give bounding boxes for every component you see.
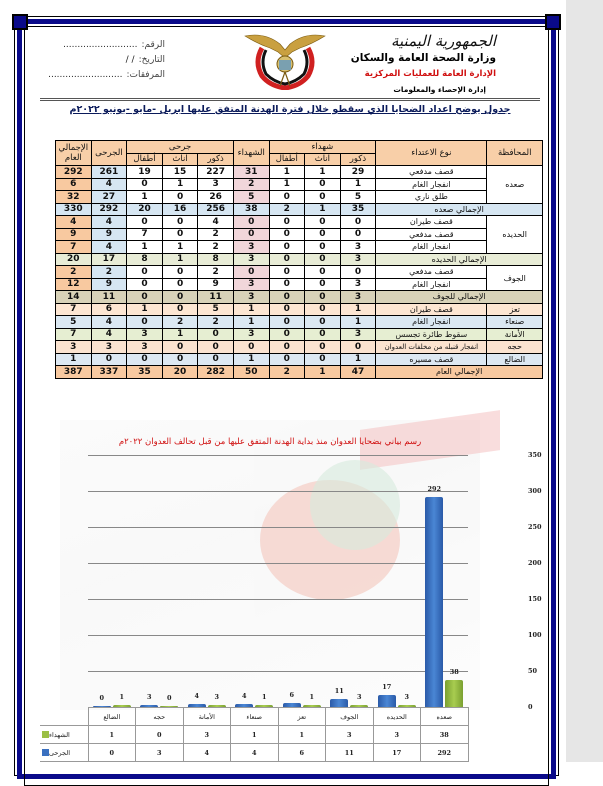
document-title: جدول يوضح اعداد الضحايا الذي سقطو خلال فترة الهدنة المتفق عليها ابريل -مايو -يونيو ٢٠٢٢م [69,104,511,115]
bar-value-label: 1 [119,693,125,701]
bar-value-label: 1 [309,693,315,701]
ref-value: .......................... [63,40,138,50]
cell-m-female: 0 [305,328,341,341]
y-axis-tick: 100 [528,631,542,639]
cell-m-total: 0 [233,266,269,279]
cell-m-child: 0 [269,328,305,341]
cell-i-child: 1 [127,191,163,204]
bar-value-label: 0 [166,694,172,702]
cell-m-male: 3 [340,328,376,341]
cell-i-female: 1 [162,253,198,266]
cell-i-female: 1 [162,178,198,191]
series-value: 3 [326,726,374,744]
table-row [56,241,543,254]
cell-m-total: 1 [233,303,269,316]
cell-i-total: 6 [91,303,127,316]
cell-i-total: 4 [91,328,127,341]
cell-m-total: 1 [233,353,269,366]
department-name: الإدارة العامة للعمليات المركزية [364,69,496,79]
chart-gridline [88,491,468,492]
cell-i-total: 11 [91,291,127,304]
table-row [56,166,543,179]
cell-governorate: الحديده [487,216,543,254]
cell-i-male: 9 [198,278,234,291]
cell-attack-type: قصف مدفعي [376,166,487,179]
cell-m-total: 3 [233,253,269,266]
subtotal-label: الإجمالي للجوف [376,291,543,304]
cell-m-total: 3 [233,328,269,341]
cell-i-male: 282 [198,366,234,379]
bar-value-label: 17 [382,682,392,691]
cell-i-total: 3 [91,341,127,354]
cell-i-male: 3 [198,178,234,191]
cell-m-male: 0 [340,228,376,241]
cell-total: 1 [56,353,92,366]
cell-i-female: 15 [162,166,198,179]
cell-i-male: 256 [198,203,234,216]
bar-value-label: 38 [449,667,459,676]
cell-i-total: 337 [91,366,127,379]
cell-i-child: 8 [127,253,163,266]
cell-i-male: 11 [198,291,234,304]
cell-m-male: 3 [340,278,376,291]
table-row [56,278,543,291]
date-value: / / [125,55,135,65]
cell-i-child: 19 [127,166,163,179]
cell-m-child: 0 [269,266,305,279]
chart-bar [425,497,443,707]
cell-i-male: 0 [198,353,234,366]
subtotal-row [56,203,543,216]
cell-attack-type: قصف مدفعي [376,266,487,279]
bar-value-label: 11 [334,687,344,696]
category-label: حجه [136,708,184,726]
cell-i-male: 2 [198,228,234,241]
header-divider [40,98,540,101]
category-label: الجوف [326,708,374,726]
col-attack-type: نوع الاعتداء [376,141,487,166]
cell-governorate: تعز [487,303,543,316]
bar-value-label: 3 [404,692,410,701]
subtotal-label: الإجمالي الحديده [376,253,543,266]
col-martyrs-total: الشهداء [233,141,269,166]
cell-m-female: 0 [305,191,341,204]
cell-i-total: 9 [91,228,127,241]
bar-value-label: 6 [289,690,295,699]
chart-gridline [88,563,468,564]
border-corner-ornament [545,14,561,30]
cell-attack-type: قصف مدفعي [376,228,487,241]
cell-m-total: 2 [233,178,269,191]
cell-i-female: 2 [162,316,198,329]
y-axis-tick: 300 [528,487,542,495]
cell-total: 2 [56,266,92,279]
cell-governorate: الجوف [487,266,543,291]
cell-i-female: 0 [162,303,198,316]
cell-i-male: 2 [198,266,234,279]
cell-total: 7 [56,241,92,254]
chart-gridline [88,635,468,636]
cell-i-total: 17 [91,253,127,266]
category-label: الأمانة [183,708,231,726]
cell-m-child: 0 [269,191,305,204]
cell-i-female: 1 [162,241,198,254]
cell-i-child: 3 [127,328,163,341]
y-axis-tick: 0 [528,703,533,711]
legend-swatch-icon [42,749,49,756]
series-value: 17 [373,744,421,762]
cell-i-male: 2 [198,241,234,254]
col-martyrs-male: ذكور [340,153,376,166]
casualty-table [55,140,543,379]
legend-label: الجرحى [49,748,71,757]
table-row [56,216,543,229]
cell-total: 3 [56,341,92,354]
bar-value-label: 3 [356,692,362,701]
cell-m-female: 0 [305,241,341,254]
cell-m-male: 1 [340,316,376,329]
series-value: 292 [421,744,469,762]
cell-total: 4 [56,216,92,229]
cell-m-female: 0 [305,291,341,304]
cell-i-total: 27 [91,191,127,204]
cell-i-female: 0 [162,341,198,354]
chart-title: رسم بياني بضحايا العدوان منذ بداية الهدنة المتفق عليها من قبل تحالف العدوان ٢٠٢٢م [118,437,422,447]
cell-m-total: 31 [233,166,269,179]
attachments-value: .......................... [48,70,123,80]
cell-attack-type: انفجار قنبله من مخلفات العدوان [376,341,487,354]
col-governorate: المحافظة [487,141,543,166]
table-row [56,316,543,329]
cell-m-male: 35 [340,203,376,216]
cell-governorate: حجه [487,341,543,354]
category-label: الحديده [373,708,421,726]
chart-bar [378,695,396,707]
cell-m-child: 1 [269,178,305,191]
cell-total: 387 [56,366,92,379]
bar-value-label: 3 [214,692,220,701]
y-axis-tick: 250 [528,523,542,531]
table-row [56,353,543,366]
category-label: تعز [278,708,326,726]
chart-gridline [88,599,468,600]
grand-total-label: الإجمالي العام [376,366,543,379]
grand-total-row [56,366,543,379]
cell-i-female: 0 [162,353,198,366]
viewer-scroll-gutter[interactable] [566,0,603,762]
series-value: 1 [231,726,279,744]
cell-m-child: 1 [269,166,305,179]
cell-m-male: 1 [340,178,376,191]
bar-value-label: 1 [261,693,267,701]
cell-i-child: 0 [127,291,163,304]
cell-m-male: 1 [340,353,376,366]
cell-m-male: 3 [340,291,376,304]
cell-governorate: الضالع [487,353,543,366]
cell-i-child: 0 [127,216,163,229]
cell-m-male: 3 [340,253,376,266]
cell-attack-type: طلق ناري [376,191,487,204]
category-label: صعده [421,708,469,726]
cell-i-male: 26 [198,191,234,204]
col-injured-total: الجرحى [91,141,127,166]
cell-m-total: 0 [233,341,269,354]
table-corner [40,708,88,726]
cell-m-child: 0 [269,291,305,304]
republic-name: الجمهورية اليمنية [390,32,496,50]
cell-i-male: 8 [198,253,234,266]
table-row [56,341,543,354]
yemen-emblem-icon [240,30,330,90]
attachments-label: المرفقات: [126,70,165,80]
cell-m-total: 0 [233,216,269,229]
table-row [56,328,543,341]
cell-i-child: 0 [127,266,163,279]
col-group-martyrs: شهداء [269,141,376,154]
cell-m-total: 5 [233,191,269,204]
col-injured-female: اناث [162,153,198,166]
cell-m-female: 1 [305,166,341,179]
cell-m-total: 3 [233,278,269,291]
cell-attack-type: سقوط طائرة تجسس [376,328,487,341]
col-grand-total: الإجمالي العام [56,141,92,166]
cell-attack-type: انفجار الغام [376,241,487,254]
cell-m-male: 3 [340,241,376,254]
cell-m-female: 0 [305,178,341,191]
cell-total: 292 [56,166,92,179]
cell-m-female: 1 [305,203,341,216]
bar-value-label: 0 [99,694,105,702]
letterhead-right [316,32,496,94]
cell-i-total: 9 [91,278,127,291]
cell-m-male: 1 [340,303,376,316]
ministry-name: وزارة الصحة العامة والسكان [350,52,496,64]
cell-m-female: 0 [305,228,341,241]
series-row [40,744,468,762]
cell-i-female: 0 [162,266,198,279]
cell-m-male: 5 [340,191,376,204]
cell-m-male: 47 [340,366,376,379]
cell-attack-type: قصف مسيره [376,353,487,366]
cell-m-male: 0 [340,341,376,354]
cell-m-female: 0 [305,303,341,316]
series-value: 0 [88,744,136,762]
cell-m-total: 0 [233,228,269,241]
cell-governorate: الأمانة [487,328,543,341]
cell-i-total: 4 [91,241,127,254]
cell-m-child: 0 [269,253,305,266]
cell-governorate: صعده [487,166,543,204]
letterhead-left [45,40,165,85]
series-value: 3 [183,726,231,744]
cell-governorate: صنعاء [487,316,543,329]
cell-i-child: 0 [127,178,163,191]
y-axis-tick: 200 [528,559,542,567]
cell-total: 14 [56,291,92,304]
cell-i-child: 35 [127,366,163,379]
cell-m-female: 0 [305,266,341,279]
cell-m-child: 0 [269,353,305,366]
series-value: 6 [278,744,326,762]
cell-i-total: 4 [91,316,127,329]
cell-attack-type: انفجار الغام [376,278,487,291]
col-injured-male: ذكور [198,153,234,166]
cell-i-total: 4 [91,178,127,191]
cell-total: 12 [56,278,92,291]
col-injured-children: أطفال [127,153,163,166]
cell-i-total: 0 [91,353,127,366]
series-value: 4 [183,744,231,762]
table-row [56,266,543,279]
col-group-injured: جرحى [127,141,234,154]
series-value: 3 [373,726,421,744]
cell-i-child: 3 [127,341,163,354]
cell-i-female: 0 [162,278,198,291]
legend-label: الشهداء [49,730,70,739]
cell-m-male: 29 [340,166,376,179]
cell-i-child: 0 [127,316,163,329]
cell-m-child: 0 [269,241,305,254]
chart-data-table [40,707,469,762]
cell-i-child: 0 [127,353,163,366]
y-axis-tick: 150 [528,595,542,603]
cell-m-female: 0 [305,278,341,291]
cell-i-male: 5 [198,303,234,316]
y-axis-tick: 50 [528,667,538,675]
cell-m-male: 0 [340,216,376,229]
subtotal-row [56,291,543,304]
cell-i-total: 4 [91,216,127,229]
cell-i-total: 2 [91,266,127,279]
bar-chart [88,451,542,711]
series-value: 1 [88,726,136,744]
cell-m-total: 3 [233,241,269,254]
cell-i-child: 7 [127,228,163,241]
subtotal-label: الإجمالي صعده [376,203,543,216]
col-martyrs-female: اناث [305,153,341,166]
date-label: التاريخ: [138,55,165,65]
cell-i-male: 2 [198,316,234,329]
chart-gridline [88,671,468,672]
bar-value-label: 4 [194,692,200,701]
cell-i-female: 0 [162,216,198,229]
cell-m-total: 3 [233,291,269,304]
cell-total: 6 [56,178,92,191]
series-value: 0 [136,726,184,744]
cell-m-female: 0 [305,253,341,266]
bar-value-label: 4 [241,692,247,701]
cell-i-female: 16 [162,203,198,216]
cell-total: 32 [56,191,92,204]
legend-entry [40,744,88,762]
cell-total: 7 [56,328,92,341]
col-martyrs-children: أطفال [269,153,305,166]
cell-total: 5 [56,316,92,329]
ref-label: الرقم: [141,40,165,50]
cell-m-child: 2 [269,203,305,216]
cell-m-female: 0 [305,353,341,366]
cell-m-female: 0 [305,216,341,229]
series-value: 1 [278,726,326,744]
cell-i-male: 0 [198,328,234,341]
cell-attack-type: قصف طيران [376,216,487,229]
series-value: 3 [136,744,184,762]
cell-total: 330 [56,203,92,216]
cell-total: 9 [56,228,92,241]
series-row [40,726,468,744]
table-row [56,191,543,204]
chart-gridline [88,455,468,456]
cell-i-female: 1 [162,328,198,341]
cell-m-child: 2 [269,366,305,379]
series-value: 11 [326,744,374,762]
cell-m-child: 0 [269,341,305,354]
bar-value-label: 3 [146,692,152,701]
table-row [56,303,543,316]
cell-i-child: 1 [127,303,163,316]
cell-total: 20 [56,253,92,266]
cell-i-male: 0 [198,341,234,354]
cell-m-female: 1 [305,366,341,379]
cell-attack-type: انفجار الغام [376,178,487,191]
cell-i-child: 0 [127,278,163,291]
legend-swatch-icon [42,731,49,738]
cell-i-child: 1 [127,241,163,254]
chart-gridline [88,527,468,528]
category-label: الضالع [88,708,136,726]
border-corner-ornament [12,14,28,30]
cell-i-male: 4 [198,216,234,229]
series-value: 38 [421,726,469,744]
cell-i-female: 0 [162,228,198,241]
cell-m-female: 0 [305,341,341,354]
cell-i-female: 0 [162,291,198,304]
cell-attack-type: انفجار الغام [376,316,487,329]
y-axis-tick: 350 [528,451,542,459]
cell-m-total: 38 [233,203,269,216]
cell-i-female: 0 [162,191,198,204]
cell-m-child: 0 [269,303,305,316]
cell-i-total: 261 [91,166,127,179]
chart-bar [445,680,463,707]
cell-i-female: 20 [162,366,198,379]
legend-entry [40,726,88,744]
cell-m-total: 50 [233,366,269,379]
cell-m-male: 0 [340,266,376,279]
unit-name: إدارة الإحصاء والمعلومات [393,85,486,94]
table-row [56,178,543,191]
cell-total: 7 [56,303,92,316]
cell-i-child: 20 [127,203,163,216]
series-value: 4 [231,744,279,762]
table-row [56,228,543,241]
cell-attack-type: قصف طيران [376,303,487,316]
bar-value-label: 292 [427,484,442,493]
cell-m-child: 0 [269,228,305,241]
cell-m-total: 1 [233,316,269,329]
cell-m-child: 0 [269,216,305,229]
cell-m-female: 0 [305,316,341,329]
cell-m-child: 0 [269,278,305,291]
chart-bar [330,699,348,707]
cell-i-total: 292 [91,203,127,216]
cell-m-child: 0 [269,316,305,329]
category-label: صنعاء [231,708,279,726]
cell-i-male: 227 [198,166,234,179]
subtotal-row [56,253,543,266]
